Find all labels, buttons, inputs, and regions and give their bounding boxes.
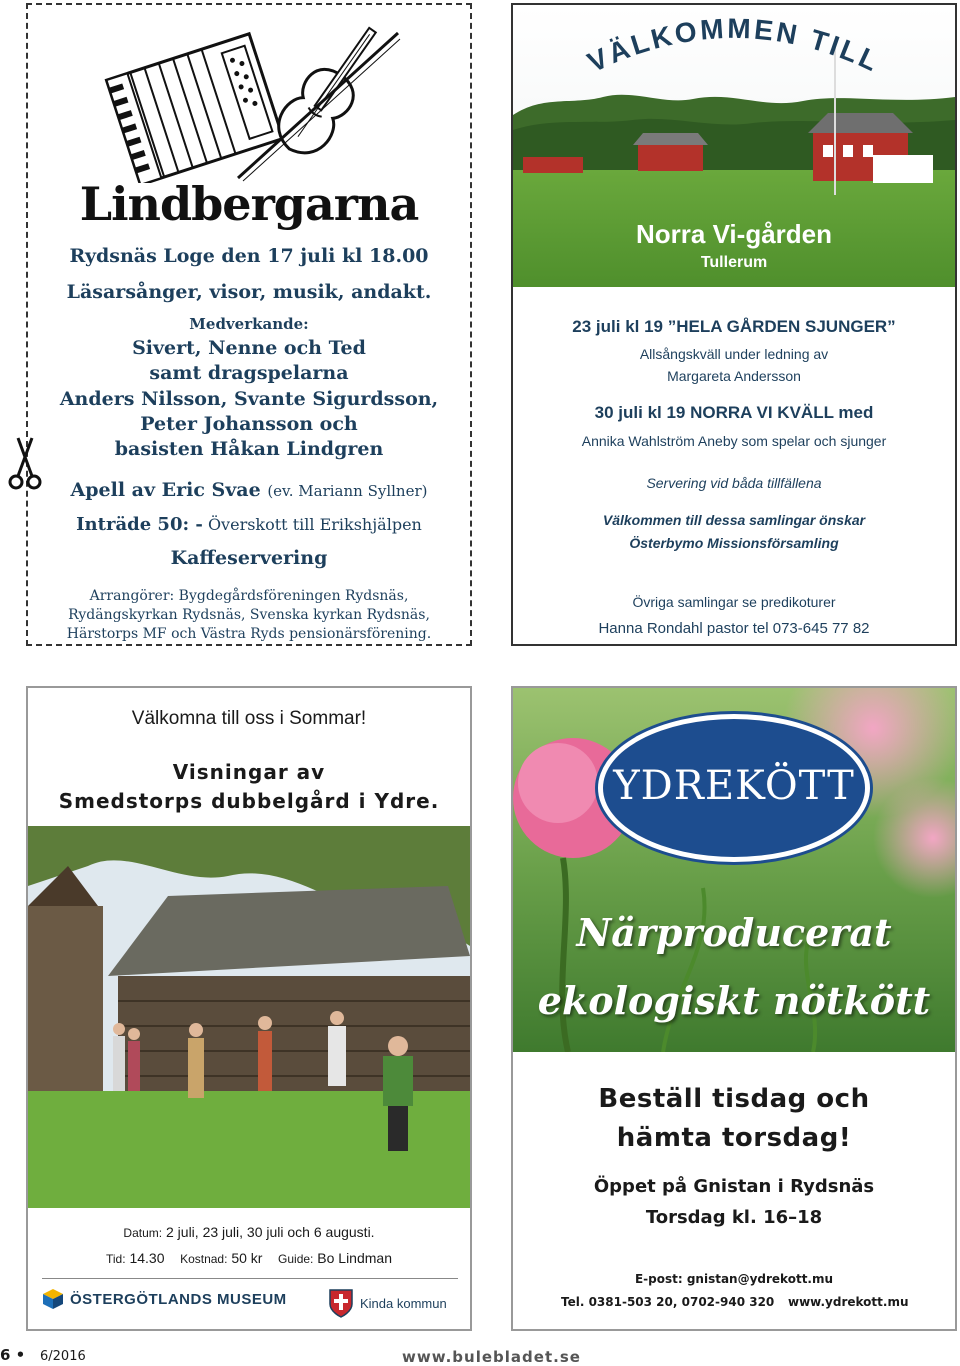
kinda-kommun-logo <box>328 1288 447 1318</box>
event-place-time: Rydsnäs Loge den 17 juli kl 18.00 <box>69 245 429 267</box>
contact: Hanna Rondahl pastor tel 073-645 77 82 <box>598 620 870 637</box>
phone: Tel. 0381-503 20, 0702-940 320 <box>561 1295 775 1309</box>
guide-label: Guide: <box>278 1252 314 1266</box>
more-info: Övriga samlingar se predikoturer <box>632 594 836 610</box>
appell-note: (ev. Mariann Syllner) <box>267 482 428 500</box>
medverkande-line: basisten Håkan Lindgren <box>114 438 384 460</box>
entry-note: Överskott till Erikshjälpen <box>207 515 422 534</box>
museum-cube-icon <box>42 1288 64 1310</box>
servering: Servering vid båda tillfällena <box>646 475 822 491</box>
open-line: Öppet på Gnistan i Rydsnäs <box>593 1176 875 1197</box>
event-1-desc: Margareta Andersson <box>667 368 801 384</box>
kaffeservering: Kaffeservering <box>170 547 328 569</box>
venue-name: Norra Vi-gården <box>635 219 832 249</box>
medverkande-line: Sivert, Nenne och Ted <box>132 337 366 359</box>
kostnad-value: 50 kr <box>231 1250 263 1266</box>
tid-value: 14.30 <box>129 1250 165 1266</box>
svg-text:VÄLKOMMEN TILL <box>583 13 885 78</box>
kostnad-label: Kostnad: <box>180 1252 228 1266</box>
headline-line: Visningar av <box>172 760 326 784</box>
arrangorer-line: Härstorps MF och Västra Ryds pensionärsförening. <box>66 626 432 642</box>
welcome-arc-heading <box>513 5 955 95</box>
invite-line: Österbymo Missionsförsamling <box>629 535 839 551</box>
open-line: Torsdag kl. 16–18 <box>645 1207 823 1228</box>
brand-name: YDREKÖTT <box>613 763 855 809</box>
tid-label: Tid: <box>106 1252 126 1266</box>
logo-text: Kinda kommun <box>360 1295 447 1311</box>
arrangorer-line: Arrangörer: Bygdegårdsföreningen Rydsnäs, <box>89 588 409 604</box>
issue-number: 6/2016 <box>40 1349 86 1364</box>
logo-text: ÖSTERGÖTLANDS MUSEUM <box>70 1290 287 1308</box>
guide-value: Bo Lindman <box>317 1250 392 1266</box>
event-program: Läsarsånger, visor, musik, andakt. <box>66 281 432 303</box>
order-line: hämta torsdag! <box>616 1123 852 1153</box>
event-1-title: 23 juli kl 19 ”HELA GÅRDEN SJUNGER” <box>572 317 896 336</box>
ad-smedstorp <box>26 686 472 1331</box>
ad-title: Lindbergarna <box>79 177 419 231</box>
medverkande-line: Peter Johansson och <box>140 413 358 435</box>
ad-lindbergarna <box>26 3 472 646</box>
dates-row <box>28 1224 470 1240</box>
entry-fee <box>28 514 470 535</box>
ad-ydrekott <box>511 686 957 1331</box>
email: E-post: gnistan@ydrekott.mu <box>634 1272 834 1286</box>
ad-norra-vi-garden <box>511 3 957 646</box>
order-line: Beställ tisdag och <box>598 1084 870 1114</box>
welcome-text: VÄLKOMMEN TILL <box>582 12 886 79</box>
event-2-title: 30 juli kl 19 NORRA VI KVÄLL med <box>594 403 874 422</box>
page-number: 6 • <box>0 1346 26 1364</box>
datum-value: 2 juli, 23 juli, 30 juli och 6 augusti. <box>166 1224 375 1240</box>
ydrekott-logo <box>598 714 870 862</box>
kinda-shield-icon <box>328 1288 354 1318</box>
event-2-desc: Annika Wahlström Aneby som spelar och sjunger <box>581 433 887 449</box>
divider <box>42 1278 458 1279</box>
footer-website: www.bulebladet.se <box>402 1348 581 1366</box>
appell-text: Apell av Eric Svae <box>70 479 261 501</box>
medverkande-label: Medverkande: <box>189 315 309 333</box>
tagline-line: Närproducerat <box>576 910 892 955</box>
appell <box>28 479 470 501</box>
venue-location: Tullerum <box>700 254 768 271</box>
entry-label: Inträde 50: - <box>76 514 203 535</box>
scissors-icon <box>8 436 42 490</box>
arrangorer-line: Rydängskyrkan Rydsnäs, Svenska kyrkan Rydsnäs, <box>68 607 430 623</box>
accordion-violin-illustration <box>88 13 408 183</box>
ostergotlands-museum-logo <box>42 1288 287 1310</box>
medverkande-line: samt dragspelarna <box>149 362 349 384</box>
datum-label: Datum: <box>123 1226 163 1240</box>
tagline-line: ekologiskt nötkött <box>537 978 931 1023</box>
barn-photo <box>28 826 470 1208</box>
headline-line: Smedstorps dubbelgård i Ydre. <box>58 789 440 813</box>
event-1-desc: Allsångskväll under ledning av <box>639 346 829 362</box>
invite-line: Välkommen till dessa samlingar önskar <box>602 512 866 528</box>
website: www.ydrekott.mu <box>788 1295 909 1309</box>
details-row <box>28 1250 470 1266</box>
medverkande-line: Anders Nilsson, Svante Sigurdsson, <box>59 388 439 410</box>
welcome-text: Välkomna till oss i Sommar! <box>131 708 367 729</box>
